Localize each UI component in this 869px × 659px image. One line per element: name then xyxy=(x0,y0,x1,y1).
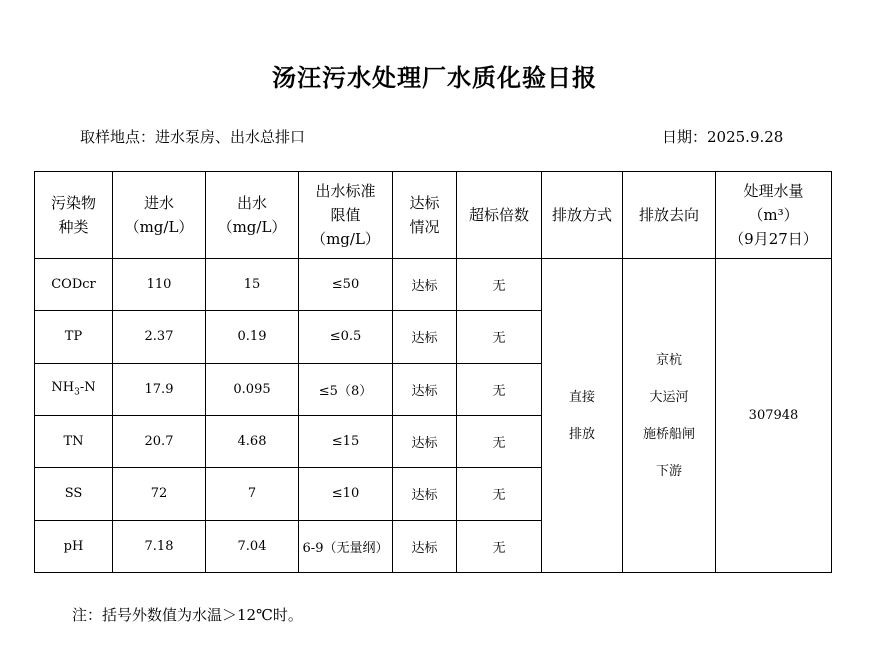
outflow-value: 7 xyxy=(206,468,299,520)
inflow-value: 17.9 xyxy=(113,363,206,415)
header-row xyxy=(35,172,832,259)
footnote: 注：括号外数值为水温＞12℃时。 xyxy=(72,606,303,624)
pollutant-name: pH xyxy=(35,520,113,572)
header-volume: 处理水量 （m³） （9月27日） xyxy=(716,172,832,259)
report-date: 日期：2025.9.28 xyxy=(662,128,784,146)
header-outflow: 出水 （mg/L） xyxy=(206,172,299,259)
discharge-mode: 直接 排放 xyxy=(542,259,623,573)
header-discharge-mode: 排放方式 xyxy=(542,172,623,259)
header-compliance: 达标 情况 xyxy=(393,172,457,259)
compliance-status: 达标 xyxy=(393,415,457,467)
exceed-value: 无 xyxy=(457,311,542,363)
compliance-status: 达标 xyxy=(393,311,457,363)
inflow-value: 7.18 xyxy=(113,520,206,572)
limit-value: ≤50 xyxy=(299,259,393,311)
pollutant-name: CODcr xyxy=(35,259,113,311)
discharge-destination: 京杭 大运河 施桥船闸 下游 xyxy=(623,259,716,573)
pollutant-name: SS xyxy=(35,468,113,520)
exceed-value: 无 xyxy=(457,520,542,572)
header-inflow: 进水 （mg/L） xyxy=(113,172,206,259)
exceed-value: 无 xyxy=(457,468,542,520)
pollutant-name: TP xyxy=(35,311,113,363)
exceed-value: 无 xyxy=(457,415,542,467)
inflow-value: 2.37 xyxy=(113,311,206,363)
water-quality-table xyxy=(34,171,832,573)
inflow-value: 20.7 xyxy=(113,415,206,467)
compliance-status: 达标 xyxy=(393,259,457,311)
limit-value: ≤0.5 xyxy=(299,311,393,363)
pollutant-name: TN xyxy=(35,415,113,467)
limit-value: ≤10 xyxy=(299,468,393,520)
exceed-value: 无 xyxy=(457,363,542,415)
limit-value: ≤15 xyxy=(299,415,393,467)
exceed-value: 无 xyxy=(457,259,542,311)
outflow-value: 0.19 xyxy=(206,311,299,363)
header-exceed: 超标倍数 xyxy=(457,172,542,259)
outflow-value: 7.04 xyxy=(206,520,299,572)
compliance-status: 达标 xyxy=(393,363,457,415)
outflow-value: 15 xyxy=(206,259,299,311)
inflow-value: 110 xyxy=(113,259,206,311)
header-discharge-dest: 排放去向 xyxy=(623,172,716,259)
pollutant-name: $NH_3-N$ xyxy=(35,363,113,415)
report-title: 汤汪污水处理厂水质化验日报 xyxy=(272,63,597,92)
inflow-value: 72 xyxy=(113,468,206,520)
outflow-value: 4.68 xyxy=(206,415,299,467)
sampling-location: 取样地点：进水泵房、出水总排口 xyxy=(80,128,306,146)
header-pollutant: 污染物 种类 xyxy=(35,172,113,259)
limit-value: ≤5（8） xyxy=(299,363,393,415)
outflow-value: 0.095 xyxy=(206,363,299,415)
limit-value: 6-9（无量纲） xyxy=(299,520,393,572)
compliance-status: 达标 xyxy=(393,520,457,572)
treated-volume: 307948 xyxy=(716,259,832,573)
table-row xyxy=(35,259,832,311)
compliance-status: 达标 xyxy=(393,468,457,520)
header-limit: 出水标准 限值 （mg/L） xyxy=(299,172,393,259)
